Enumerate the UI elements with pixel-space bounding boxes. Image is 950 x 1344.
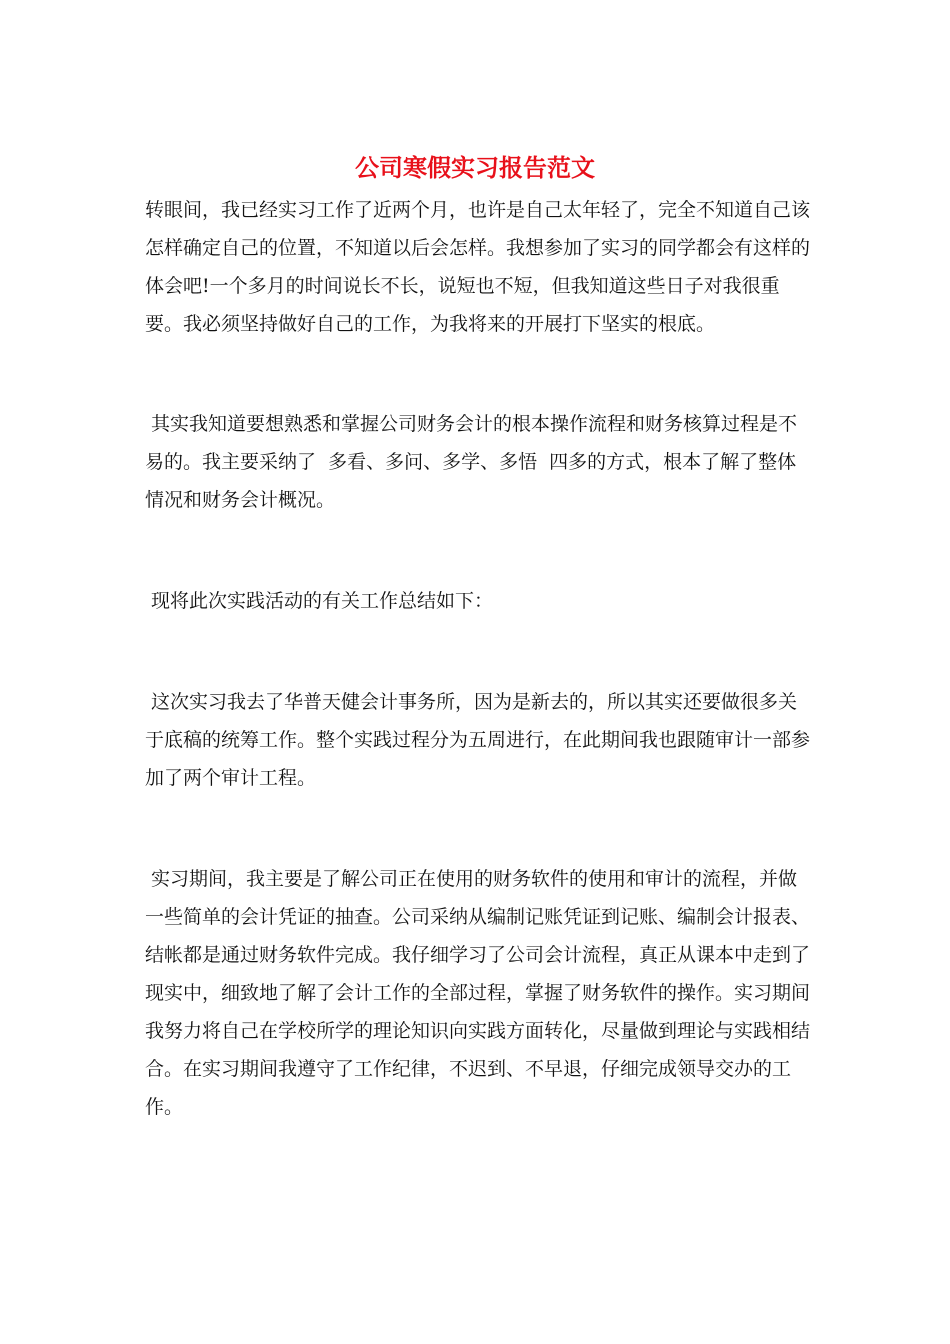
paragraph-intro: 转眼间，我已经实习工作了近两个月，也许是自己太年轻了，完全不知道自己该怎样确定自己的位置，不知道以后会怎样。我想参加了实习的同学都会有这样的体会吧!一个多月的时间说长不长，说短也不短，但我知道这些日子对我很重要。我必须坚持做好自己的工作，为我将来的开展打下坚实的根底。 [145, 199, 811, 335]
document-title: 公司寒假实习报告范文 [355, 153, 595, 182]
paragraph-summary-lead: 现将此次实践活动的有关工作总结如下： [145, 590, 494, 612]
paragraph-work-details: 实习期间，我主要是了解公司正在使用的财务软件的使用和审计的流程，并做一些简单的会计凭证的抽查。公司采纳从编制记账凭证到记账、编制会计报表、结帐都是通过财务软件完成。我仔细学习了公司会计流程，真正从课本中走到了现实中，细致地了解了会计工作的全部过程，掌握了财务软件的操作。实习期间我努力将自己在学校所学的理论知识向实践方面转化，尽量做到理论与实践相结合。在实习期间我遵守了工作纪律，不迟到、不早退，仔细完成领导交办的工作。 [145, 868, 811, 1118]
paragraph-firm: 这次实习我去了华普天健会计事务所，因为是新去的，所以其实还要做很多关于底稿的统筹工作。整个实践过程分为五周进行，在此期间我也跟随审计一部参加了两个审计工程。 [145, 691, 811, 789]
paragraph-methods: 其实我知道要想熟悉和掌握公司财务会计的根本操作流程和财务核算过程是不易的。我主要采纳了 多看、多问、多学、多悟 四多的方式，根本了解了整体情况和财务会计概况。 [145, 413, 798, 511]
